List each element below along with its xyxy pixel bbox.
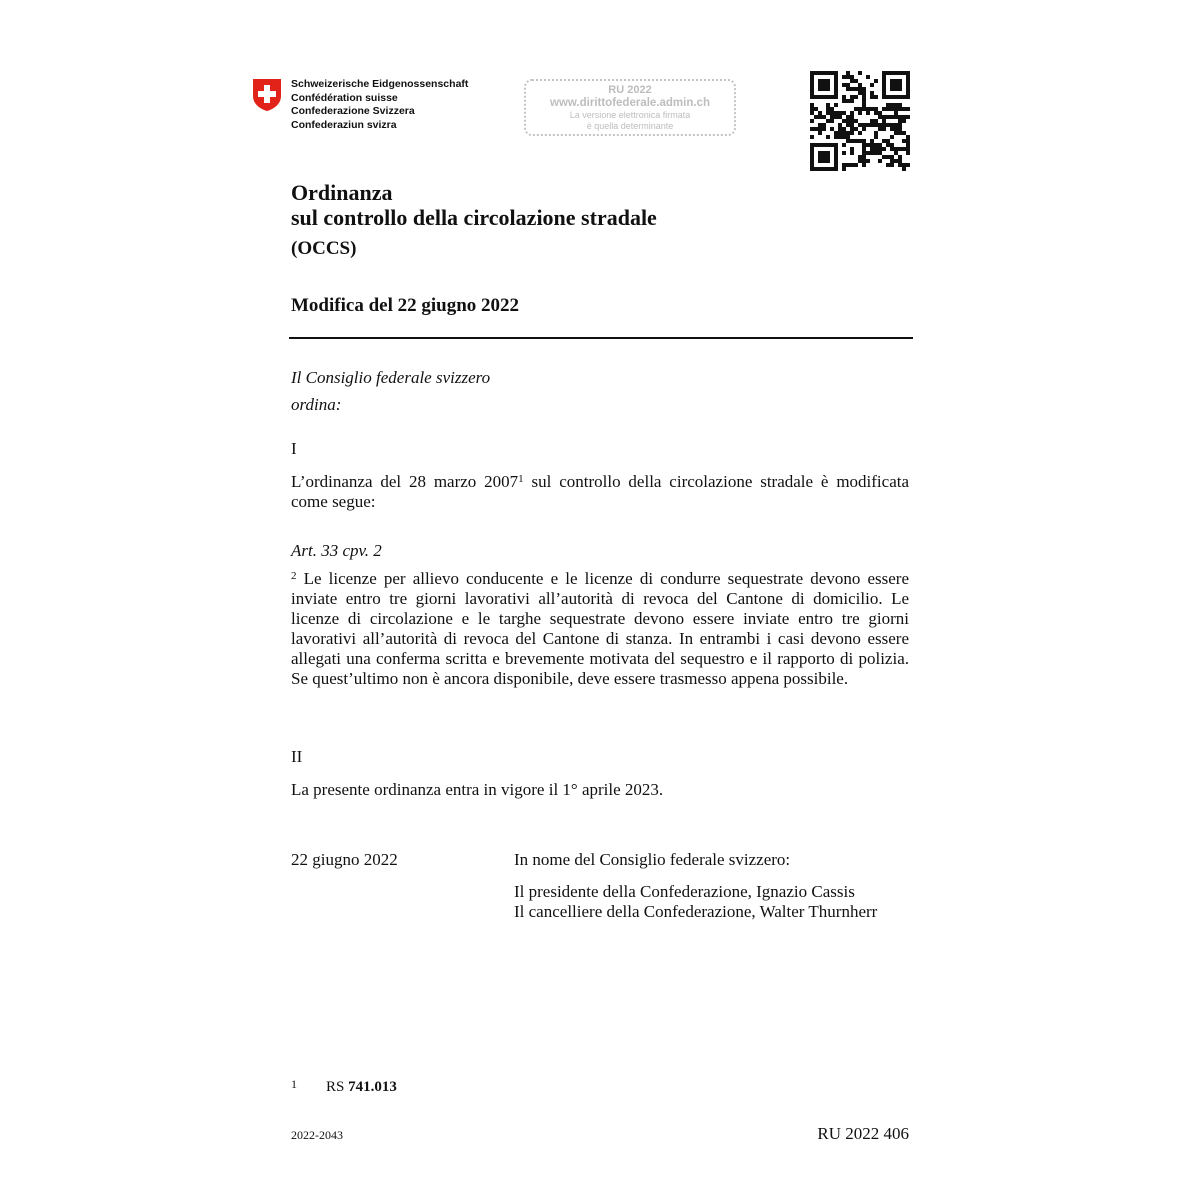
stamp-note-2: è quella determinante: [586, 121, 674, 131]
document-number: 2022-2043: [291, 1128, 343, 1142]
section-2-text: La presente ordinanza entra in vigore il 1° aprile 2023.: [291, 780, 664, 799]
document-title: [291, 180, 657, 261]
article-heading: Art. 33 cpv. 2: [291, 541, 382, 560]
preamble-verb: ordina:: [291, 395, 342, 414]
official-publication-stamp: [524, 79, 736, 136]
confederation-name-rm: Confederaziun svizra: [291, 118, 397, 131]
footnote-prefix: RS: [326, 1079, 349, 1095]
section-numeral-1: I: [291, 439, 297, 458]
article-text: Le licenze per allievo conducente e le licenze di condurre sequestrate devono essere inviate entro tre giorni lavorativi all’autorità di revoca del Cantone di domicilio. Le licenze di circolazione e le targhe sequestrate devono essere inviate entro tre giorni lavorativi all’autorità di revoca del Cantone di stanza. In entrambi i casi devono essere allegati una conferma scritta e brevemente motivata del sequestro e il rapporto di polizia. Se quest’ultimo non è ancora disponibile, deve essere trasmesso appena possibile.: [291, 569, 909, 688]
section-1-text: [291, 472, 909, 512]
section-1-text-before: L’ordinanza del 28 marzo 2007: [291, 472, 519, 491]
title-line-2: sul controllo della circolazione stradale: [291, 205, 657, 230]
signature-president: Il presidente della Confederazione, Ignazio Cassis: [514, 882, 855, 901]
preamble-authority: Il Consiglio federale svizzero: [291, 368, 491, 387]
stamp-note-1: La versione elettronica firmata: [569, 110, 691, 120]
ru-reference: RU 2022 406: [817, 1124, 909, 1143]
footnote-text: [326, 1079, 397, 1096]
title-divider: [289, 337, 913, 339]
article-paragraph: [291, 569, 909, 689]
confederation-name-de: Schweizerische Eidgenossenschaft: [291, 78, 469, 90]
title-abbreviation: (OCCS): [291, 238, 357, 259]
footnote-number: 1: [291, 1077, 297, 1091]
stamp-url: www.dirittofederale.admin.ch: [550, 97, 710, 109]
swiss-flag-icon: [252, 78, 282, 112]
title-line-1: Ordinanza: [291, 180, 393, 205]
signature-on-behalf: In nome del Consiglio federale svizzero:: [514, 850, 791, 869]
confederation-names: [291, 78, 468, 132]
section-1-text-after: sul controllo della circolazione stradale è modificata come segue:: [291, 472, 910, 511]
signature-chancellor: Il cancelliere della Confederazione, Walter Thurnherr: [514, 902, 878, 921]
confederation-name-it: Confederazione Svizzera: [291, 105, 415, 117]
signature-date: 22 giugno 2022: [291, 850, 398, 869]
confederation-name-fr: Confédération suisse: [291, 91, 398, 104]
section-numeral-2: II: [291, 747, 303, 766]
paragraph-number: 2: [291, 570, 297, 582]
footnote-ref: 741.013: [348, 1079, 397, 1095]
stamp-collection: RU 2022: [608, 84, 652, 96]
amendment-date: Modifica del 22 giugno 2022: [291, 295, 520, 316]
footnote-reference: 1: [518, 473, 524, 485]
qr-code-icon: [810, 71, 910, 171]
